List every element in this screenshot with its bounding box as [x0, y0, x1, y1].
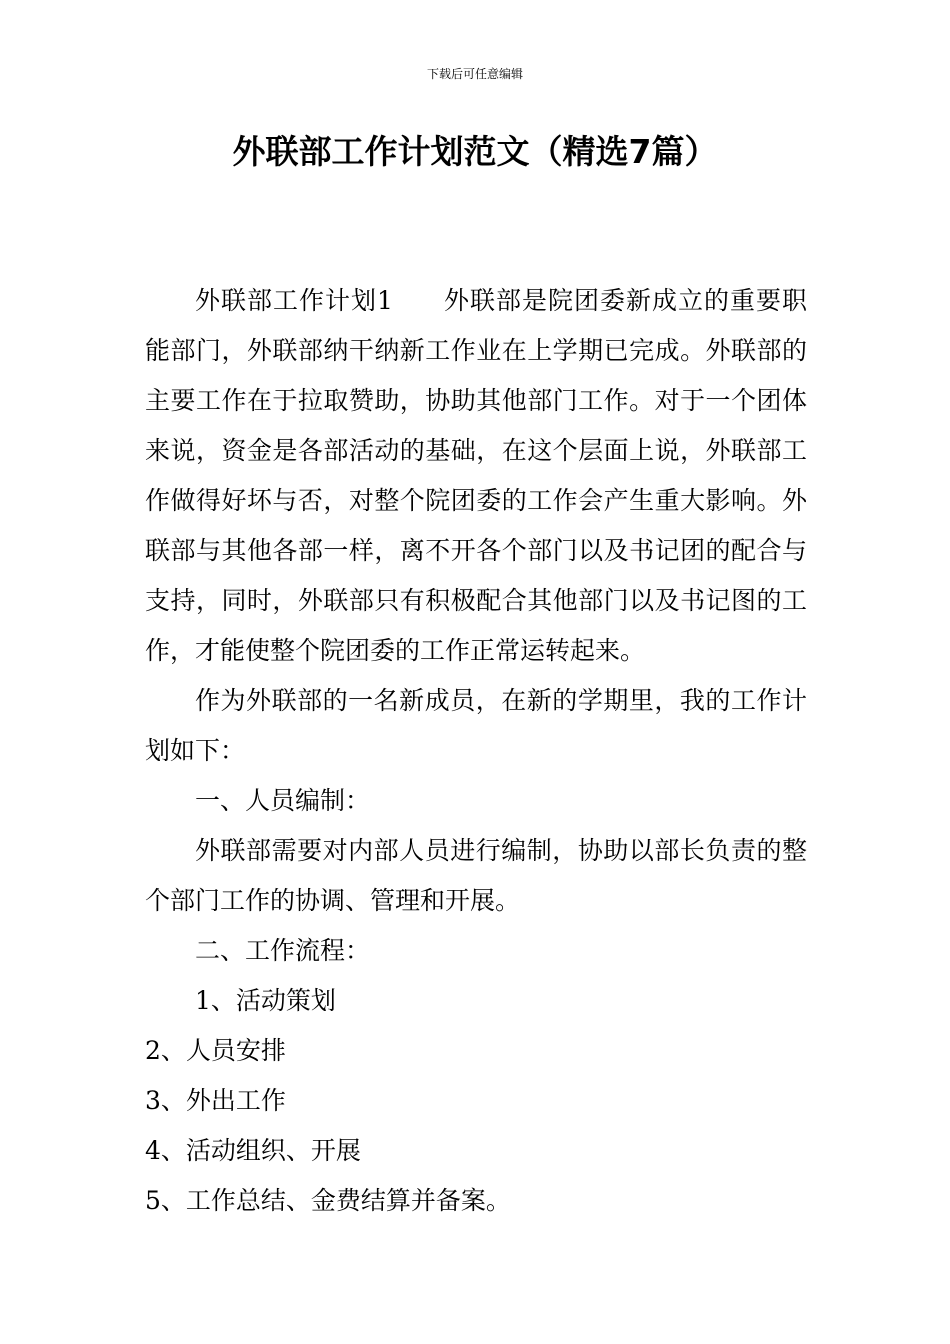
intro-text: 外联部是院团委新成立的重要职能部门，外联部纳干纳新工作业在上学期已完成。外联部的主要工作在于拉取赞助，协助其他部门工作。对于一个团体来说，资金是各部活动的基础，在这个层面上说，外联部工作做得好坏与否，对整个院团委的工作会产生重大影响。外联部与其他各部一样，离不开各个部门以及书记团的配合与支持，同时，外联部只有积极配合其他部门以及书记图的工作，才能使整个院团委的工作正常运转起来。	[145, 286, 807, 665]
section-label: 外联部工作计划1	[195, 286, 393, 315]
document-title: 外联部工作计划范文（精选7篇）	[232, 132, 718, 171]
heading-workflow: 二、工作流程：	[195, 936, 371, 965]
workflow-step-3: 3、外出工作	[145, 1086, 286, 1115]
plan-intro-paragraph: 作为外联部的一名新成员，在新的学期里，我的工作计划如下：	[145, 686, 807, 765]
staffing-paragraph: 外联部需要对内部人员进行编制，协助以部长负责的整个部门工作的协调、管理和开展。	[145, 836, 807, 915]
workflow-step-4: 4、活动组织、开展	[145, 1136, 361, 1165]
intro-paragraph	[145, 276, 807, 676]
workflow-step-2: 2、人员安排	[145, 1036, 286, 1065]
heading-staffing: 一、人员编制：	[195, 786, 371, 815]
workflow-step-5: 5、工作总结、金费结算并备案。	[145, 1186, 511, 1215]
download-note: 下载后可任意编辑	[426, 67, 523, 81]
document-body	[145, 276, 807, 1226]
workflow-step-1: 1、活动策划	[195, 986, 336, 1015]
